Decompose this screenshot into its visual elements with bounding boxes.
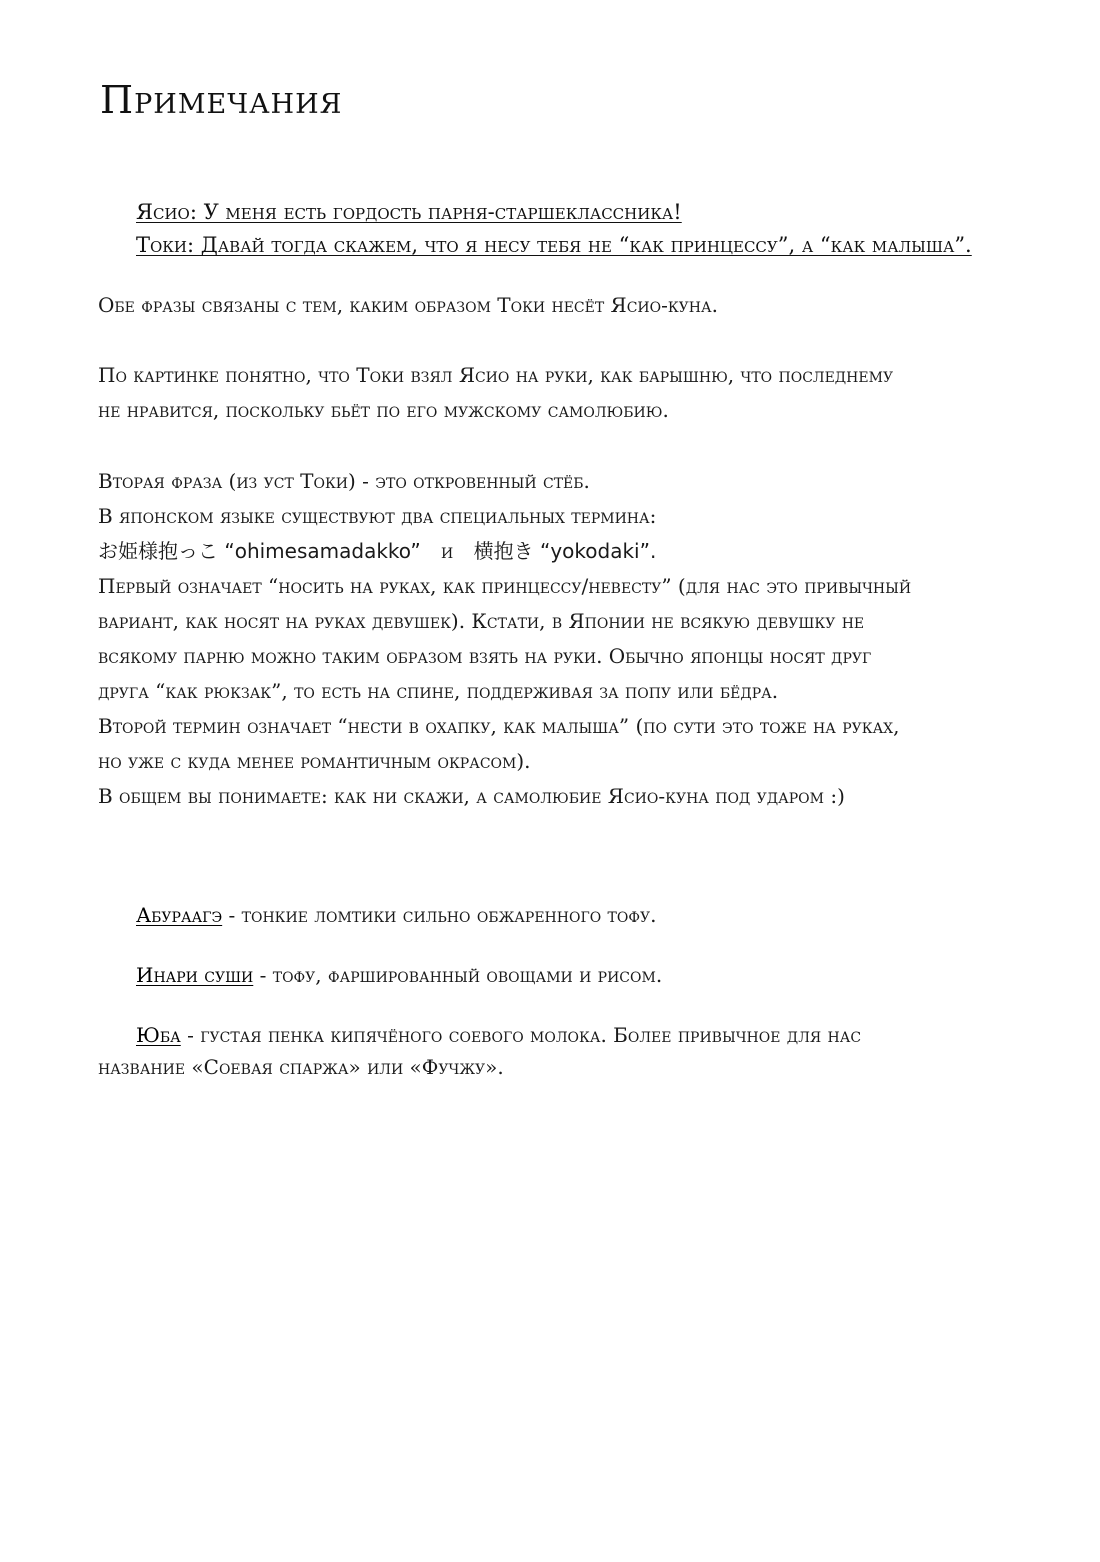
dialogue-line-toki: Токи: Давай тогда скажем, что я несу тебя не “как принцессу”, а “как малыша”. — [136, 233, 972, 257]
paragraph-intro — [98, 288, 1038, 323]
dialogue-quote — [136, 196, 1096, 262]
glossary-term: Юба — [136, 1023, 181, 1047]
paragraph-line: В общем вы понимаете: как ни скажи, а самолюбие Ясио-куна под ударом :) — [98, 784, 845, 808]
paragraph-line: Вторая фраза (из уст Токи) - это откровенный стёб. — [98, 469, 590, 493]
paragraph-line: По картинке понятно, что Токи взял Ясио на руки, как барышню, что последнему — [98, 363, 894, 387]
conjunction: и — [441, 539, 454, 563]
paragraph-line: не нравится, поскольку бьёт по его мужскому самолюбию. — [98, 398, 669, 422]
glossary-term: Инари суши — [136, 963, 254, 987]
glossary-definition: - густая пенка кипячёного соевого молока. Более привычное для нас — [180, 1023, 862, 1047]
paragraph-line: Первый означает “носить на руках, как принцессу/невесту” (для нас это привычный — [98, 574, 912, 598]
paragraph-picture — [98, 358, 1038, 428]
paragraph-line: вариант, как носят на руках девушек). Кстати, в Японии не всякую девушку не — [98, 609, 865, 633]
glossary-term: Абураагэ — [136, 903, 223, 927]
glossary-entry-yuba-continuation — [98, 1050, 504, 1085]
glossary-entry-aburaage — [136, 898, 656, 933]
paragraph-terms — [98, 464, 1038, 814]
paragraph-line: всякому парню можно таким образом взять на руки. Обычно японцы носят друг — [98, 644, 872, 668]
paragraph-line: друга “как рюкзак”, то есть на спине, поддерживая за попу или бёдра. — [98, 679, 779, 703]
paragraph-line: но уже с куда менее романтичным окрасом). — [98, 749, 531, 773]
japanese-term-yokodaki: 横抱き “yokodaki”. — [473, 539, 657, 563]
page-title: Примечания — [100, 78, 343, 122]
glossary-entry-yuba — [136, 1018, 861, 1053]
paragraph-line: В японском языке существуют два специальных термина: — [98, 504, 657, 528]
glossary-entry-inari-sushi — [136, 958, 662, 993]
dialogue-line-yasio: Ясио: У меня есть гордость парня-старшеклассника! — [136, 200, 682, 224]
paragraph-line: Второй термин означает “нести в охапку, как малыша” (по сути это тоже на руках, — [98, 714, 900, 738]
glossary-definition-continuation: название «Соевая спаржа» или «Фучжу». — [98, 1055, 504, 1079]
paragraph-intro-line: Обе фразы связаны с тем, каким образом Токи несёт Ясио-куна. — [98, 293, 718, 317]
glossary-definition: - тофу, фаршированный овощами и рисом. — [253, 963, 663, 987]
japanese-term-ohimesamadakko: お姫様抱っこ “ohimesamadakko” — [98, 539, 421, 563]
japanese-terms-line — [98, 534, 1038, 569]
glossary-definition: - тонкие ломтики сильно обжаренного тофу. — [222, 903, 657, 927]
